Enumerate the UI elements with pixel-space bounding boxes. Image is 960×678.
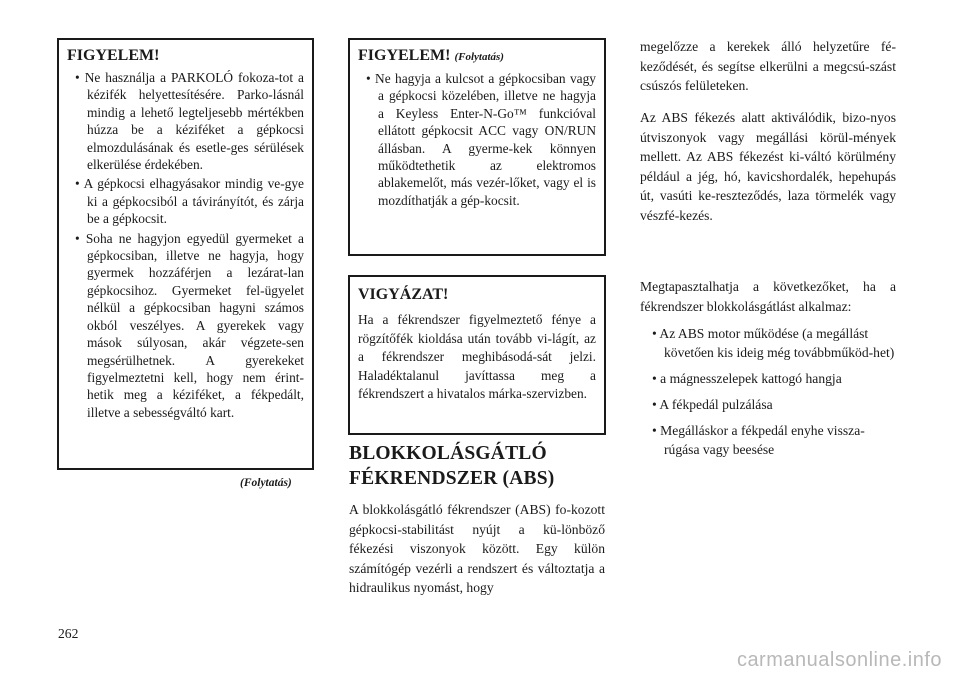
heading-line: BLOKKOLÁSGÁTLÓ bbox=[349, 443, 547, 464]
warning-bullet: • Ne használja a PARKOLÓ fokoza-tot a kézifék helyettesítésére. Parko-lásnál mindig a lehető legteljesebb mértékben húzza be a kéziféket a gépkocsi elmozdulásának és esetle-ges sérülések elkerülése érdekében. bbox=[67, 69, 304, 173]
page-number: 262 bbox=[58, 626, 79, 641]
continued-note: (Folytatás) bbox=[454, 51, 504, 63]
warning-bullet: • Soha ne hagyjon egyedül gyermeket a gépkocsiban, illetve ne hagyja, hogy gyermek hozzáférjen a lezárat-lan gépkocsihoz. Gyermeket fel-ügyelet nélkül a gépkocsiban hagyni számos okból veszélyes. A gyerekek vagy mások súlyosan, akár végzete-sen megsérülhetnek. A gyerekeket figyelmeztetni kell, hogy nem érint-hetik meg a kéziféket, a fékpedált, illetve a sebességváltó kart. bbox=[67, 230, 304, 421]
list-item: • Megálláskor a fékpedál enyhe vissza-rúgása vagy beesése bbox=[640, 421, 898, 459]
warning-title: FIGYELEM! bbox=[358, 47, 451, 64]
warning-title-continued bbox=[358, 46, 596, 67]
observations-list bbox=[640, 324, 898, 466]
caution-box bbox=[348, 275, 606, 435]
intro-paragraph: A blokkolásgátló fékrendszer (ABS) fo-kozott gépkocsi-stabilitást nyújt a kü-lönböző fékezési viszonyok között. Egy külön számítógép vezérli a rendszert és változtatja a hidraulikus nyomást, hogy bbox=[349, 502, 605, 596]
list-item: • a mágnesszelepek kattogó hangja bbox=[640, 369, 898, 388]
caution-title: VIGYÁZAT! bbox=[358, 286, 449, 303]
heading-line: FÉKRENDSZER (ABS) bbox=[349, 468, 555, 489]
warning-title: FIGYELEM! bbox=[67, 47, 160, 64]
watermark: carmanualsonline.info bbox=[736, 649, 942, 671]
continued-note: (Folytatás) bbox=[240, 477, 292, 489]
list-item: • Az ABS motor működése (a megállást követően kis ideig még továbbműköd-het) bbox=[640, 324, 898, 362]
caution-text: Ha a fékrendszer figyelmeztető fénye a rögzítőfék kioldása után tovább vi-lágít, az a fékrendszer meghibásodá-sát jelzi. Haladéktalanul javíttassa meg a fékrendszert a hivatalos márka-szervizben. bbox=[358, 312, 596, 401]
warning-bullet: • A gépkocsi elhagyásakor mindig ve-gye ki a gépkocsiból a távirányítót, és zárja be a gépkocsit. bbox=[67, 175, 304, 227]
observations-paragraph: Megtapasztalhatja a következőket, ha a fékrendszer blokkolásgátlást alkalmaz: bbox=[640, 279, 896, 314]
list-item: • A fékpedál pulzálása bbox=[640, 395, 898, 414]
abs-paragraph: Az ABS fékezés alatt aktiválódik, bizo-nyos útviszonyok vagy megállási körül-mények mellett. Az ABS fékezést ki-váltó körülmény például a jég, hó, kavicshordalék, hepehupás út, vasúti ke-reszteződés, laza törmelék vagy vészfé-kezés. bbox=[640, 110, 896, 223]
continued-paragraph: megelőzze a kerekek álló helyzetűre fé-keződését, és segítse elkerülni a megcsú-szást csúszós felületeken. bbox=[640, 39, 896, 94]
warning-bullet: • Ne hagyja a kulcsot a gépkocsiban vagy a gépkocsi közelében, illetve ne hagyja a Keyless Enter-N-Go™ funkcióval ellátott gépkocsit ACC vagy ON/RUN állásban. A gyerme-kek könnyen működtethetik az elektromos ablakemelőt, más vezér-lőket, vagy el is mozdíthatják a gép-kocsit. bbox=[358, 70, 596, 209]
warning-box-1 bbox=[57, 38, 314, 470]
warning-list bbox=[358, 70, 596, 209]
warning-box-2 bbox=[348, 38, 606, 256]
warning-list bbox=[67, 69, 304, 421]
section-heading bbox=[349, 441, 607, 491]
